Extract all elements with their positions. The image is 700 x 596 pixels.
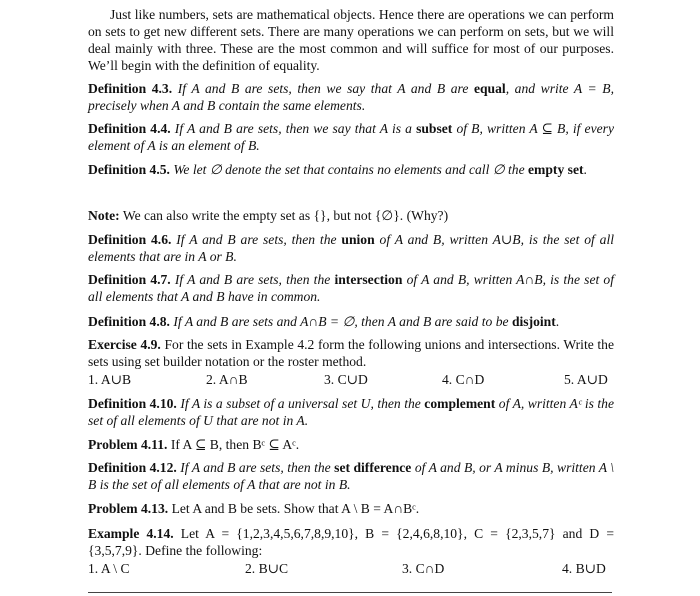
list-item: 5. A∪D [564, 372, 608, 387]
definition-text: . [583, 162, 587, 177]
definition-term: disjoint [511, 314, 556, 329]
exercise-4-9 [88, 336, 614, 370]
definition-text: We let ∅ denote the set that contains no elements and call ∅ the [173, 162, 525, 177]
definition-text: If A and B are sets, then the [174, 272, 331, 287]
problem-4-13 [88, 500, 614, 517]
definition-label: Definition 4.4. [88, 121, 171, 136]
example-4-14-items [88, 560, 614, 577]
list-item: 4. B∪D [562, 561, 606, 576]
definition-label: Definition 4.10. [88, 396, 177, 411]
definition-term: empty set [528, 162, 584, 177]
definition-text: of A, written Aᶜ is the set of all elements of U that are not in A. [88, 396, 614, 428]
list-item: 1. A \ C [88, 561, 130, 576]
list-item: 2. A∩B [206, 372, 248, 387]
list-item: 3. C∪D [324, 372, 368, 387]
definition-label: Definition 4.5. [88, 162, 170, 177]
definition-term: subset [416, 121, 453, 136]
definition-4-5 [88, 161, 614, 178]
definition-label: Definition 4.8. [88, 314, 170, 329]
problem-text: Let A and B be sets. Show that A \ B = A∩Bᶜ. [171, 501, 420, 516]
exercise-text: For the sets in Example 4.2 form the following unions and intersections. Write the sets using set builder notation or the roster method. [88, 337, 614, 369]
list-item: 1. A∪B [88, 372, 132, 387]
note-label: Note: [88, 208, 120, 223]
definition-text: of A and B, written A∪B, is the set of all elements that are in A or B. [88, 232, 614, 264]
example-text: Let A = {1,2,3,4,5,6,7,8,9,10}, B = {2,4,6,8,10}, C = {2,3,5,7} and D = {3,5,7,9}. Define the following: [88, 526, 614, 558]
definition-label: Definition 4.7. [88, 272, 171, 287]
definition-4-3 [88, 80, 614, 114]
problem-text: If A ⊆ B, then Bᶜ ⊆ Aᶜ. [170, 437, 300, 452]
bottom-rule [88, 592, 612, 593]
definition-term: equal [473, 81, 506, 96]
definition-text: of A and B, written A∩B, is the set of all elements that A and B have in common. [88, 272, 614, 304]
list-item: 4. C∩D [442, 372, 485, 387]
definition-text: of B, written A ⊆ B, if every element of A is an element of B. [88, 121, 614, 153]
definition-text: If A and B are sets, then the [176, 232, 337, 247]
definition-term: complement [424, 396, 496, 411]
example-label: Example 4.14. [88, 526, 174, 541]
problem-label: Problem 4.11. [88, 437, 168, 452]
example-4-14 [88, 525, 614, 559]
definition-4-4 [88, 120, 614, 154]
definition-label: Definition 4.12. [88, 460, 177, 475]
note [88, 207, 614, 224]
definition-term: set difference [334, 460, 412, 475]
definition-text: If A and B are sets, then we say that A is a [174, 121, 412, 136]
problem-label: Problem 4.13. [88, 501, 169, 516]
definition-text: . [555, 314, 560, 329]
definition-text: If A is a subset of a universal set U, then the [180, 396, 421, 411]
list-item: 3. C∩D [402, 561, 445, 576]
definition-4-7 [88, 271, 614, 305]
list-item: 2. B∪C [245, 561, 289, 576]
definition-term: intersection [334, 272, 403, 287]
definition-text: of A and B, or A minus B, written A \ B is the set of all elements of A that are not in B. [88, 460, 615, 492]
definition-4-10 [88, 395, 614, 429]
exercise-label: Exercise 4.9. [88, 337, 161, 352]
definition-4-6 [88, 231, 614, 265]
note-text: We can also write the empty set as {}, but not {∅}. (Why?) [122, 208, 449, 223]
definition-4-12 [88, 459, 614, 493]
intro-paragraph: Just like numbers, sets are mathematical objects. Hence there are operations we can perform on sets to get new different sets. There are many operations we can perform on sets, but we will deal mainly with three. These are the most common and will suffice for most of our purposes. We’ll begin with the definition of equality. [88, 7, 614, 73]
definition-text: If A and B are sets, then the [180, 460, 331, 475]
definition-text: If A and B are sets and A∩B = ∅, then A and B are said to be [173, 314, 509, 329]
definition-text: If A and B are sets, then we say that A and B are [177, 81, 469, 96]
exercise-4-9-items [88, 371, 614, 388]
definition-term: union [341, 232, 375, 247]
definition-text: , and write A = B, precisely when A and B contain the same elements. [88, 81, 615, 113]
definition-label: Definition 4.3. [88, 81, 173, 96]
problem-4-11 [88, 436, 614, 453]
definition-4-8 [88, 313, 614, 330]
definition-label: Definition 4.6. [88, 232, 172, 247]
